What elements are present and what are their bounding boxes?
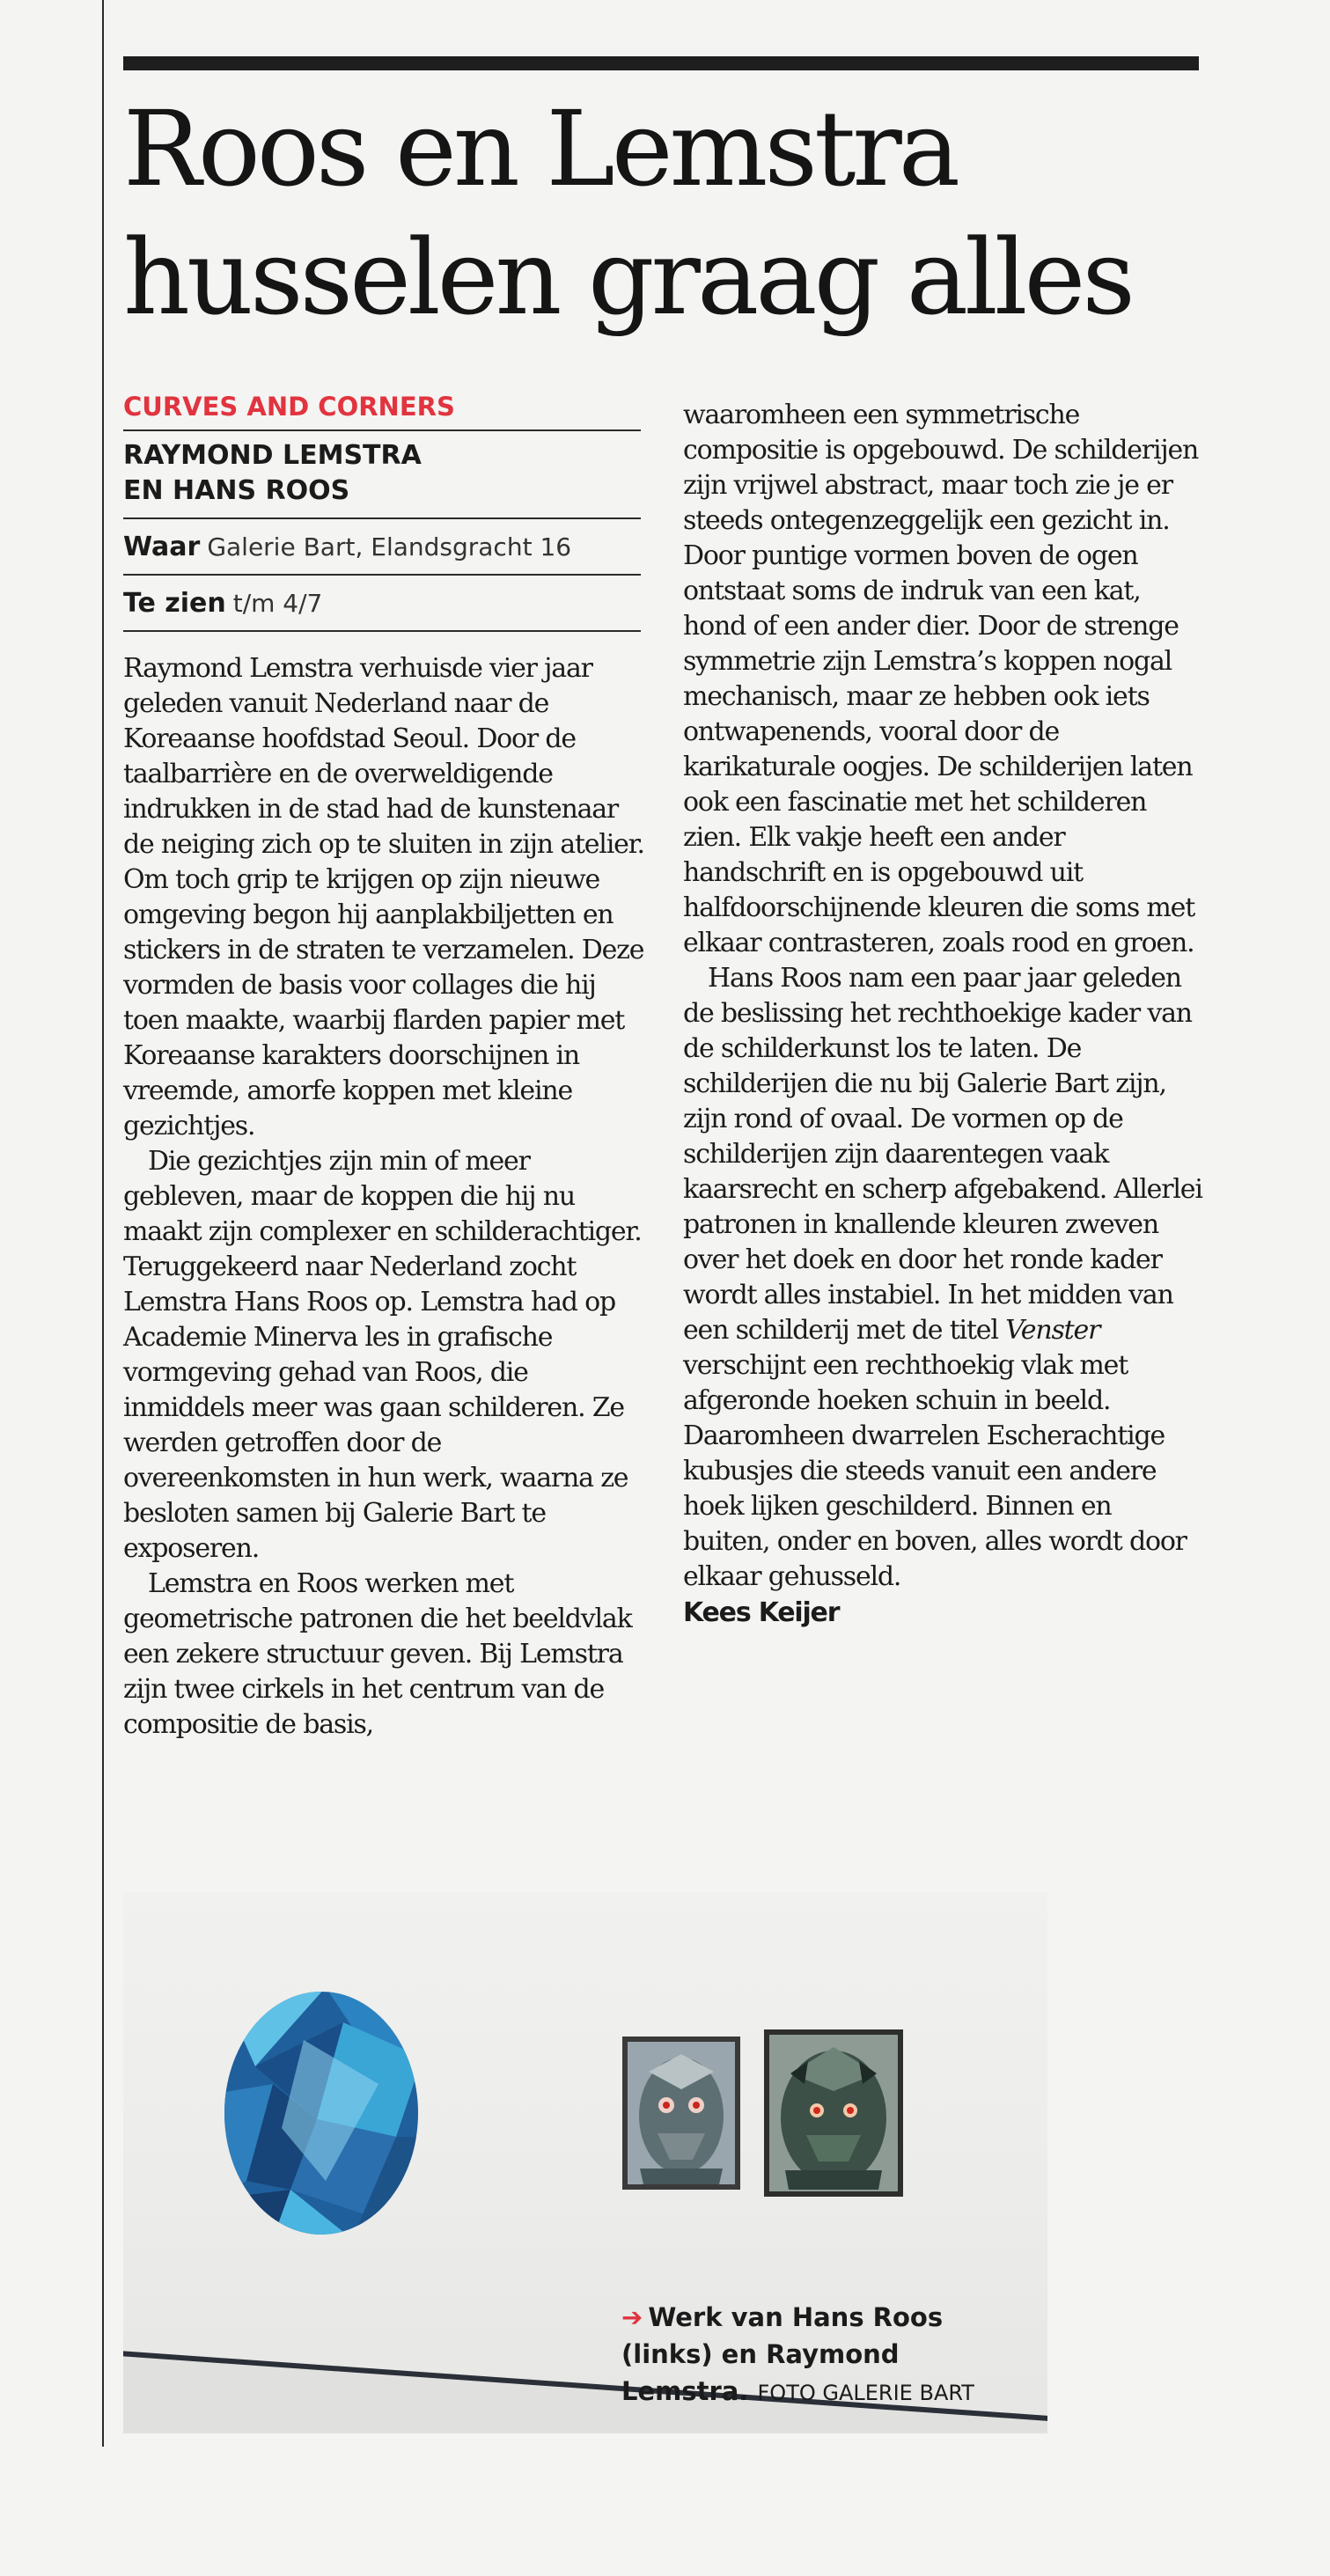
arrow-icon: ➔ [621,2302,643,2332]
photo-caption [621,2299,1026,2411]
paragraph-part: Hans Roos nam een paar jaar geleden de beslissing het rechthoekige kader van de schilderkunst los te laten. De schilderijen die nu bij Galerie Bart zijn, zijn rond of ovaal. De vormen op de schilderijen zijn daarentegen vaak kaarsrecht en scherp afgebakend. Allerlei patronen in knallende kleuren zweven over het doek en door het ronde kader wordt alles instabiel. In het midden van een schilderij met de titel [683,963,1202,1346]
where-label: Waar [123,532,201,562]
headline-line-1: Roos en Lemstra [123,88,958,209]
exhibition-infobox [123,387,641,632]
paragraph: Raymond Lemstra verhuisde vier jaar geleden vanuit Nederland naar de Koreaanse hoofdstad Seoul. Door de taalbarrière en de overweldigende indrukken in de stad had de kunstenaar de neiging zich op te sluiten in zijn atelier. Om toch grip te krijgen op zijn nieuwe omgeving begon hij aanplakbiljetten en stickers in de straten te verzamelen. Deze vormden de basis voor collages die hij toen maakte, waarbij flarden papier met Koreaanse karakters doorschijnen in vreemde, amorfe koppen met kleine gezichtjes. [123,653,644,1141]
kicker: CURVES AND CORNERS [123,387,641,431]
byline: Kees Keijer [683,1597,840,1628]
body-column-left [123,651,648,1743]
paragraph: waaromheen een symmetrische compositie is opgebouwd. De schilderijen zijn vrijwel abstract, maar toch zie je er steeds ontegenzeggelijk een gezicht in. Door puntige vormen boven de ogen ontstaat soms de indruk van een kat, hond of een ander dier. Door de strenge symmetrie zijn Lemstra’s koppen nogal mechanisch, maar ze hebben ook iets ontwapenends, vooral door de karikaturale oogjes. De schilderijen laten ook een fascinatie met het schilderen zien. Elk vakje heeft een ander handschrift en is opgebouwd uit halfdoorschijnende kleuren die soms met elkaar contrasteren, zoals rood en groen. [683,400,1199,958]
until-row [123,576,641,632]
until-label: Te zien [123,588,226,619]
where-row [123,519,641,576]
oval-painting-image [220,1987,423,2239]
top-rule [123,56,1199,70]
lemstra-painting-large-image [764,2029,903,2197]
photo-credit: FOTO GALERIE BART [757,2381,974,2405]
artists [123,431,641,519]
headline [123,84,1206,341]
where-value: Galerie Bart, Elandsgracht 16 [207,532,572,561]
until-value: t/m 4/7 [232,589,323,618]
caption-text: Werk van Hans Roos (links) en Raymond Lemstra. [621,2302,944,2406]
body-column-right [683,398,1202,1632]
artists-line-2: EN HANS ROOS [123,475,350,506]
paragraph: Lemstra en Roos werken met geometrische patronen die het beeldvlak een zekere structuur geven. Bij Lemstra zijn twee cirkels in het centrum van de compositie de basis, [123,1568,632,1740]
page-edge-line [102,0,104,2447]
paragraph: Die gezichtjes zijn min of meer gebleven, maar de koppen die hij nu maakt zijn complexer en schilderachtiger. Teruggekeerd naar Nederland zocht Lemstra Hans Roos op. Lemstra had op Academie Minerva les in grafische vormgeving gehad van Roos, die inmiddels meer was gaan schilderen. Ze werden getroffen door de overeenkomsten in hun werk, waarna ze besloten samen bij Galerie Bart te exposeren. [123,1146,642,1564]
paragraph-part: verschijnt een rechthoekig vlak met afgeronde hoeken schuin in beeld. Daaromheen dwarrelen Escherachtige kubusjes die steeds vanuit een andere hoek lijken geschilderd. Binnen en buiten, onder en boven, alles wordt door elkaar gehusseld. [683,1350,1187,1592]
painting-title: Venster [1005,1315,1100,1346]
lemstra-painting-small-image [622,2037,740,2190]
headline-line-2: husselen graag alles [123,217,1132,338]
artists-line-1: RAYMOND LEMSTRA [123,440,422,471]
paragraph [683,961,1202,1595]
